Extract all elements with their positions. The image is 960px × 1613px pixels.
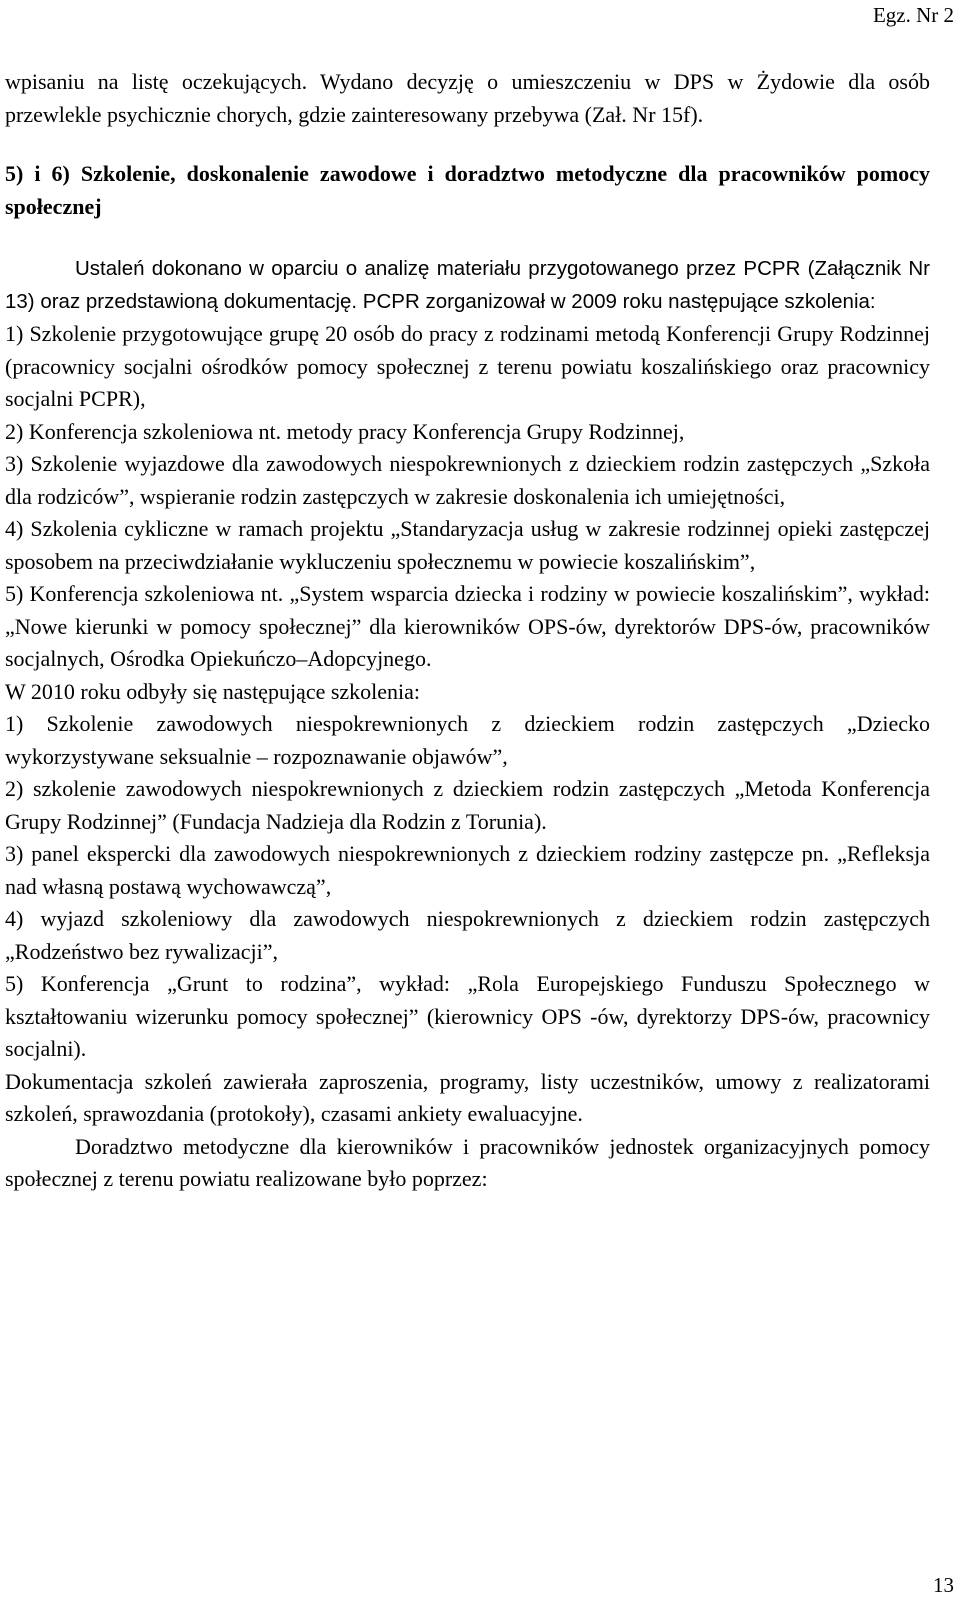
training-2009-item-5: 5) Konferencja szkoleniowa nt. „System wsparcia dziecka i rodziny w powiecie koszalińskim”, wykład: „Nowe kierunki w pomocy społecznej” dla kierowników OPS-ów, dyrektorów DPS-ów, pracowników socjalnych, Ośrodka Opiekuńczo–Adopcyjnego. [5,581,930,671]
training-2010-item-3: 3) panel ekspercki dla zawodowych niespokrewnionych z dzieckiem rodziny zastępcze pn. „Refleksja nad własną postawą wychowawczą”, [5,841,930,899]
training-2009-item-1: 1) Szkolenie przygotowujące grupę 20 osób do pracy z rodzinami metodą Konferencji Grupy Rodzinnej (pracownicy socjalni ośrodków pomocy społecznej z terenu powiatu koszalińskiego oraz pracownicy socjalni PCPR), [5,321,930,411]
training-2010-item-1: 1) Szkolenie zawodowych niespokrewnionych z dzieckiem rodzin zastępczych „Dziecko wykorzystywane seksualnie – rozpoznawanie objawów”, [5,711,930,769]
training-2009-item-3: 3) Szkolenie wyjazdowe dla zawodowych niespokrewnionych z dzieckiem rodzin zastępczych „Szkoła dla rodziców”, wspieranie rodzin zastępczych w zakresie doskonalenia ich umiejętności, [5,451,930,509]
training-2010-intro: W 2010 roku odbyły się następujące szkolenia: [5,678,421,704]
training-2009-item-4: 4) Szkolenia cykliczne w ramach projektu „Standaryzacja usług w zakresie rodzinnej opieki zastępczej sposobem na przeciwdziałanie wykluczeniu społecznemu w powiecie koszalińskim”, [5,516,930,574]
documentation-paragraph: Dokumentacja szkoleń zawierała zaproszenia, programy, listy uczestników, umowy z realizatorami szkoleń, sprawozdania (protokoły), czasami ankiety ewaluacyjne. [5,1068,930,1126]
section-heading: 5) i 6) Szkolenie, doskonalenie zawodowe i doradztwo metodyczne dla pracowników pomocy społecznej [5,161,930,219]
training-2010-item-5: 5) Konferencja „Grunt to rodzina”, wykład: „Rola Europejskiego Funduszu Społecznego w kształtowaniu wizerunku pomocy społecznej” (kierownicy OPS -ów, dyrektorzy DPS-ów, pracownicy socjalni). [5,971,930,1061]
training-2010-item-4: 4) wyjazd szkoleniowy dla zawodowych niespokrewnionych z dzieckiem rodzin zastępczych „Rodzeństwo bez rywalizacji”, [5,906,930,964]
document-body [5,66,930,1196]
copy-number-label: Egz. Nr 2 [872,3,954,27]
findings-paragraph: Ustaleń dokonano w oparciu o analizę materiału przygotowanego przez PCPR (Załącznik Nr 13) oraz przedstawioną dokumentację. PCPR zorganizował w 2009 roku następujące szkolenia: [5,257,930,313]
training-2009-item-2: 2) Konferencja szkoleniowa nt. metody pracy Konferencja Grupy Rodzinnej, [5,418,685,444]
page-number: 13 [933,1573,954,1597]
intro-paragraph: wpisaniu na listę oczekujących. Wydano decyzję o umieszczeniu w DPS w Żydowie dla osób przewlekle psychicznie chorych, gdzie zainteresowany przebywa (Zał. Nr 15f). [5,69,930,127]
advisory-paragraph: Doradztwo metodyczne dla kierowników i pracowników jednostek organizacyjnych pomocy społecznej z terenu powiatu realizowane było poprzez: [5,1133,930,1191]
training-2010-item-2: 2) szkolenie zawodowych niespokrewnionych z dzieckiem rodzin zastępczych „Metoda Konferencja Grupy Rodzinnej” (Fundacja Nadzieja dla Rodzin z Torunia). [5,776,930,834]
